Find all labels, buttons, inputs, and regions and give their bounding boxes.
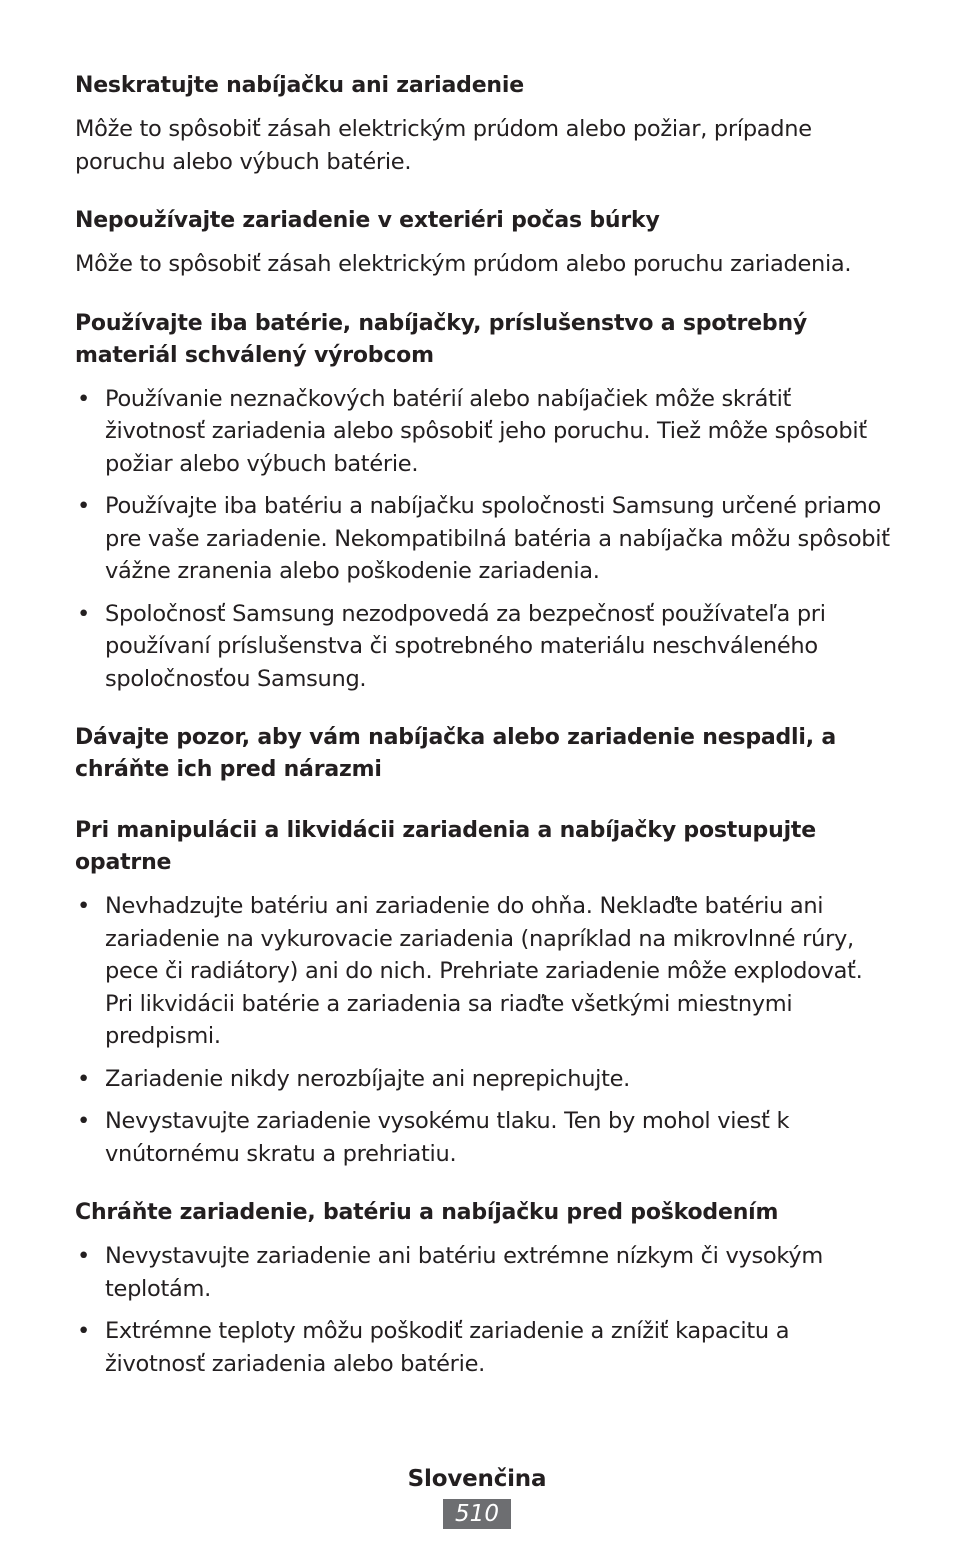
- section-paragraph: Môže to spôsobiť zásah elektrickým prúdom alebo poruchu zariadenia.: [75, 251, 852, 277]
- section-damage-protection: [75, 1197, 890, 1380]
- bullet-icon: •: [77, 493, 90, 519]
- list-item: [75, 890, 890, 1053]
- section-heading: Pri manipulácii a likvidácii zariadenia a nabíjačky postupujte opatrne: [75, 818, 816, 875]
- bullet-list: [75, 1240, 890, 1380]
- section-approved-accessories: [75, 308, 890, 696]
- list-item-text: Spoločnosť Samsung nezodpovedá za bezpečnosť používateľa pri používaní príslušenstva či spotrebného materiálu neschváleného spoločnosťou Samsung.: [105, 600, 826, 692]
- list-item-text: Extrémne teploty môžu poškodiť zariadenie a znížiť kapacitu a životnosť zariadenia alebo batérie.: [105, 1318, 790, 1377]
- section-heading: Neskratujte nabíjačku ani zariadenie: [75, 73, 524, 98]
- section-heading: Nepoužívajte zariadenie v exteriéri počas búrky: [75, 208, 660, 233]
- section-paragraph: Môže to spôsobiť zásah elektrickým prúdom alebo požiar, prípadne poruchu alebo výbuch batérie.: [75, 116, 812, 175]
- section-storm: [75, 205, 890, 281]
- list-item-text: Nevystavujte zariadenie vysokému tlaku. Ten by mohol viesť k vnútornému skratu a prehriatiu.: [105, 1108, 790, 1167]
- section-short-circuit: [75, 70, 890, 178]
- list-item: [75, 598, 890, 696]
- footer-language: Slovenčina: [407, 1466, 547, 1492]
- section-heading: Dávajte pozor, aby vám nabíjačka alebo zariadenie nespadli, a chráňte ich pred nárazmi: [75, 725, 837, 782]
- list-item-text: Používajte iba batériu a nabíjačku spoločnosti Samsung určené priamo pre vaše zariadenie. Nekompatibilná batéria a nabíjačka môžu spôsobiť vážne zranenia alebo poškodenie zariadenia.: [105, 493, 890, 584]
- list-item: [75, 1315, 890, 1380]
- bullet-icon: •: [77, 1065, 90, 1092]
- document-body: [75, 70, 890, 1407]
- bullet-icon: •: [77, 893, 90, 919]
- section-drop-protection: [75, 722, 890, 786]
- list-item-text: Zariadenie nikdy nerozbíjajte ani neprepichujte.: [105, 1065, 631, 1092]
- bullet-icon: •: [77, 385, 90, 412]
- bullet-icon: •: [77, 1243, 90, 1269]
- page-footer: [0, 1462, 954, 1529]
- section-disposal: [75, 815, 890, 1170]
- list-item: [75, 1105, 890, 1170]
- section-heading: Chráňte zariadenie, batériu a nabíjačku pred poškodením: [75, 1200, 779, 1225]
- list-item: [75, 1240, 890, 1305]
- bullet-list: [75, 890, 890, 1170]
- list-item-text: Používanie neznačkových batérií alebo nabíjačiek môže skrátiť životnosť zariadenia alebo spôsobiť jeho poruchu. Tiež môže spôsobiť požiar alebo výbuch batérie.: [105, 385, 867, 477]
- list-item-text: Nevhadzujte batériu ani zariadenie do ohňa. Neklaďte batériu ani zariadenie na vykurovacie zariadenia (napríklad na mikrovlnné rúry, pece či radiátory) ani do nich. Prehriate zariadenie môže explodovať. Pri likvidácii batérie a zariadenia sa riaďte všetkými miestnymi predpismi.: [105, 893, 863, 1049]
- bullet-icon: •: [77, 1318, 90, 1344]
- list-item: [75, 383, 890, 481]
- page-number-badge: 510: [443, 1499, 511, 1529]
- section-heading: Používajte iba batérie, nabíjačky, príslušenstvo a spotrebný materiál schválený výrobcom: [75, 310, 808, 368]
- bullet-list: [75, 383, 890, 696]
- bullet-icon: •: [77, 600, 90, 627]
- list-item-text: Nevystavujte zariadenie ani batériu extrémne nízkym či vysokým teplotám.: [105, 1243, 823, 1302]
- bullet-icon: •: [77, 1108, 90, 1134]
- list-item: [75, 1063, 890, 1096]
- list-item: [75, 490, 890, 588]
